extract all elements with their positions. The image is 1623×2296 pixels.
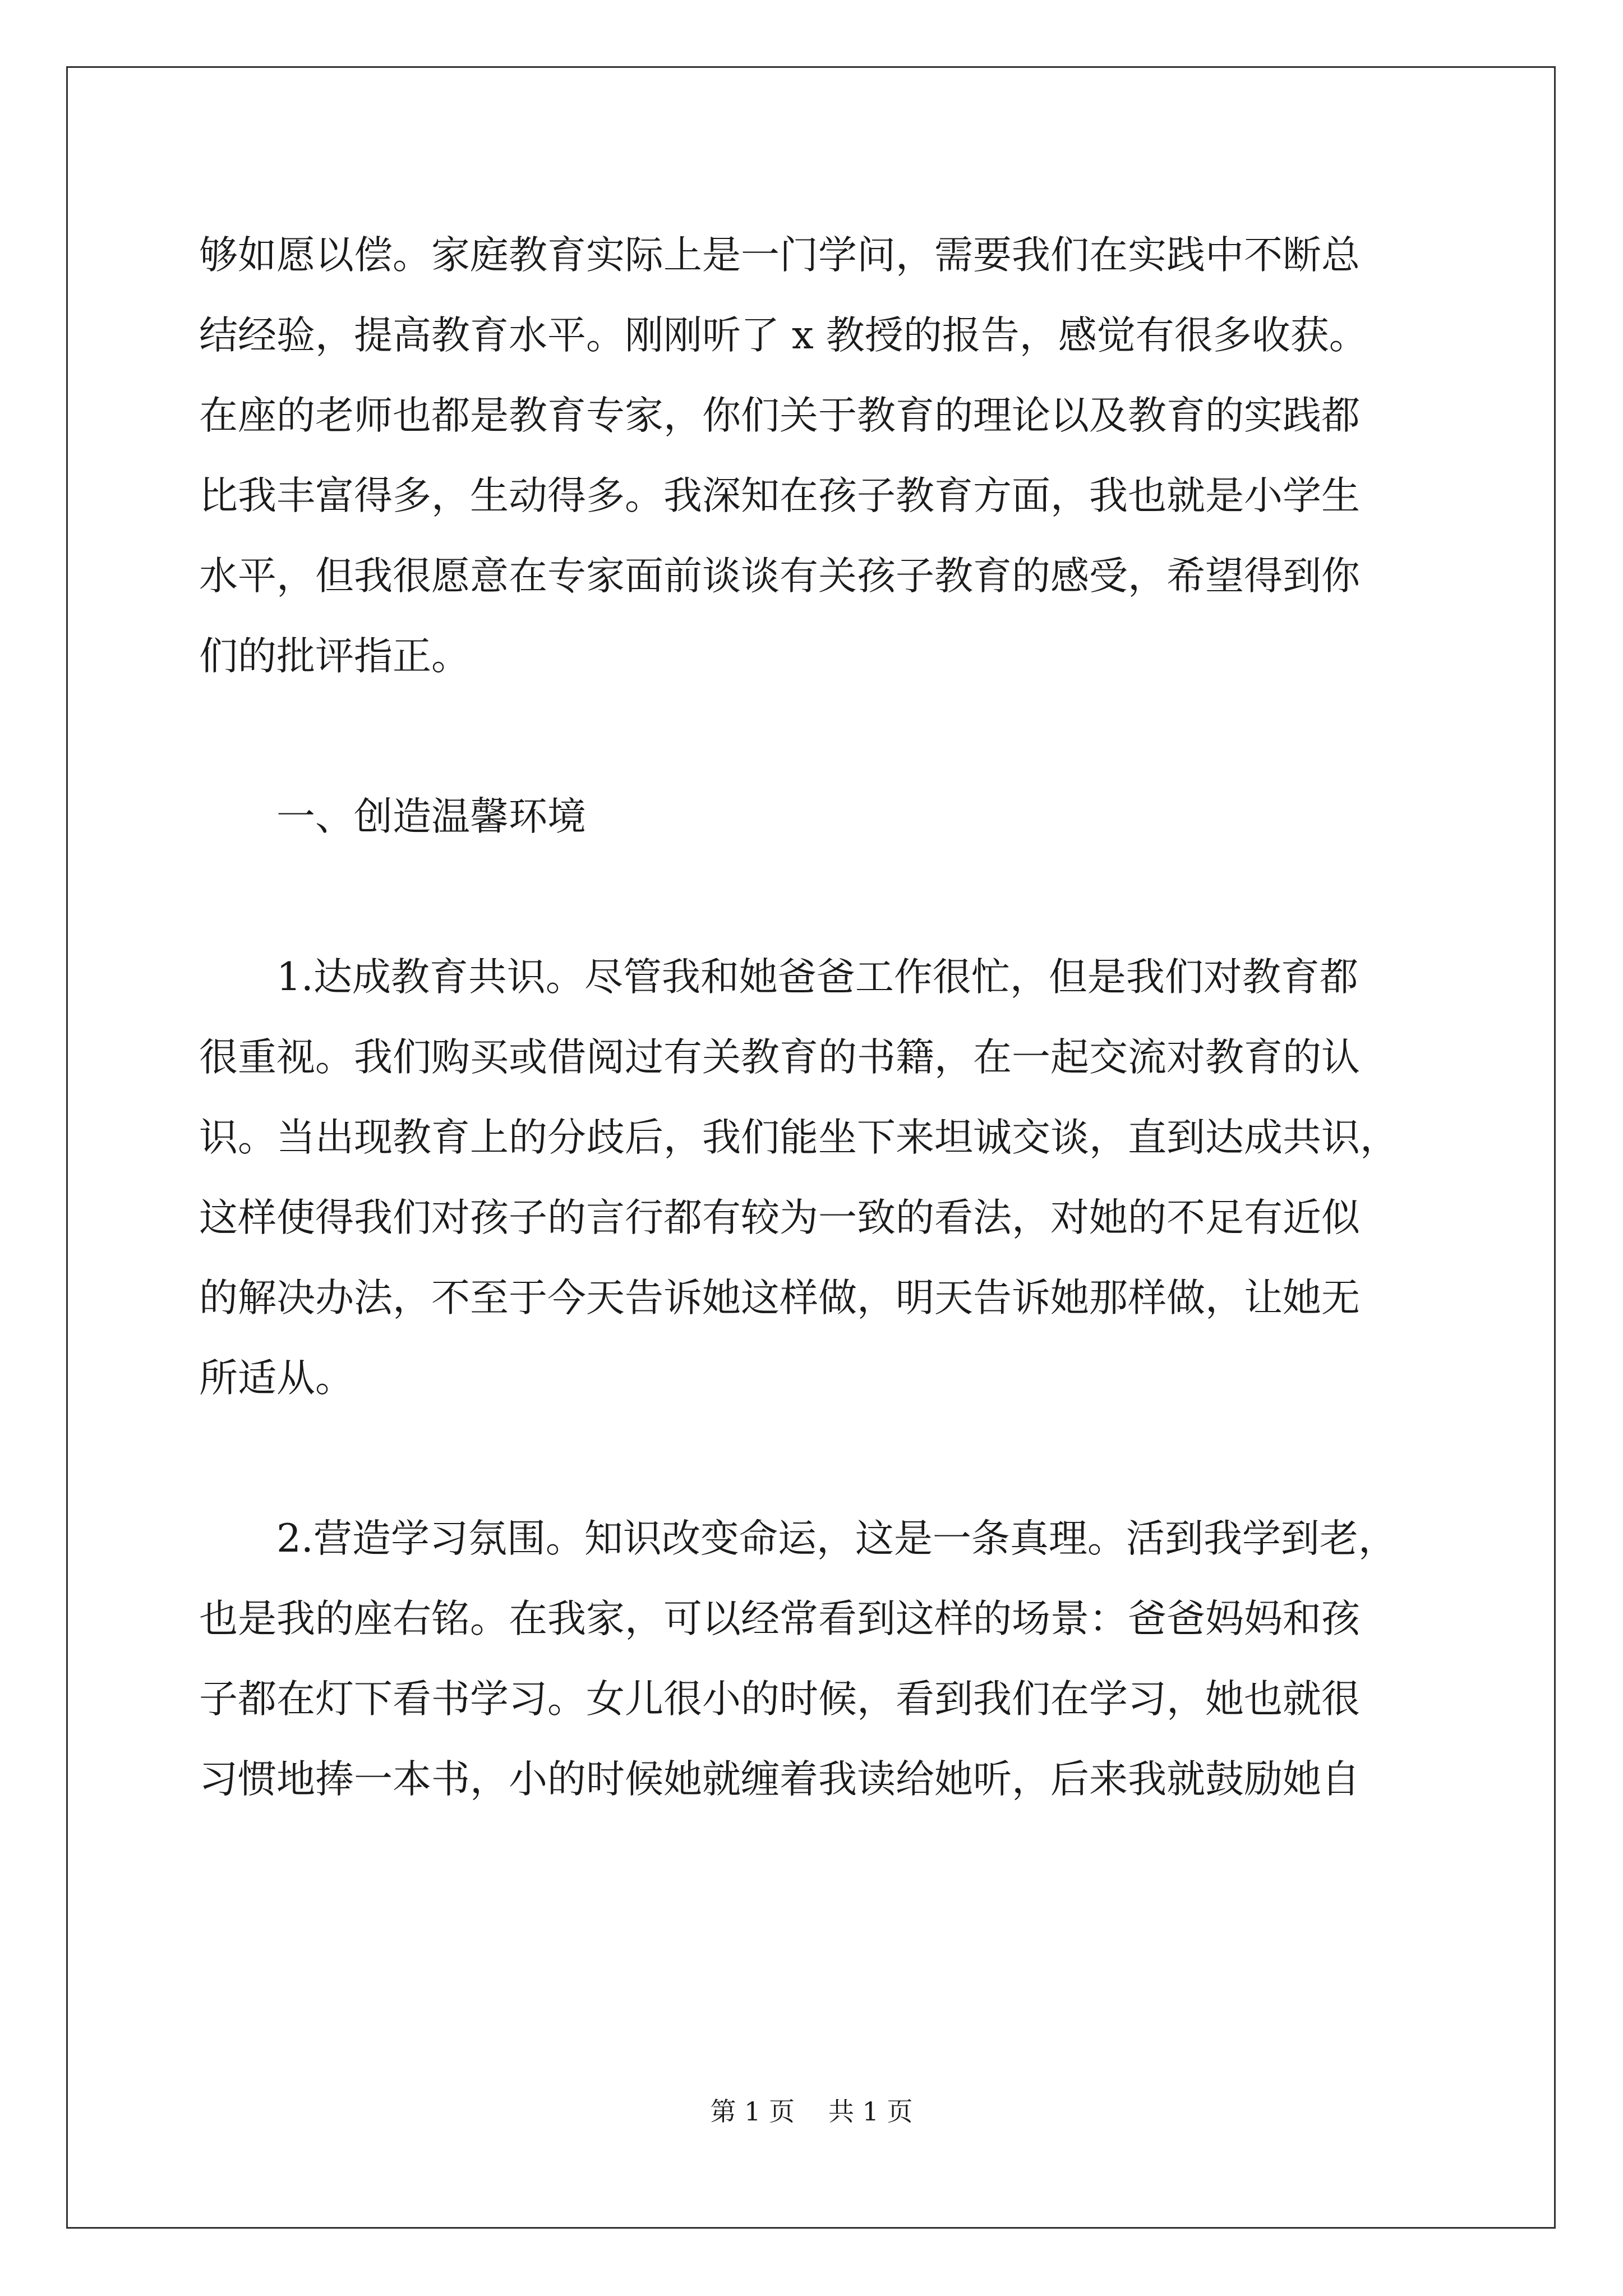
paragraph-gap [199, 697, 1427, 777]
text-line: 比我丰富得多，生动得多。我深知在孩子教育方面，我也就是小学生 [199, 473, 1360, 518]
text-line: 够如愿以偿。家庭教育实际上是一门学问，需要我们在实践中不断总 [199, 233, 1360, 278]
text-line: 习惯地捧一本书，小的时候她就缠着我读给她听，后来我就鼓励她自 [199, 1757, 1360, 1802]
page-total: 共 1 页 [828, 2096, 913, 2127]
paragraph-gap [199, 1419, 1427, 1499]
text-line: 结经验，提高教育水平。刚刚听了 x 教授的报告，感觉有很多收获。 [199, 313, 1368, 358]
text-line: 1.达成教育共识。尽管我和她爸爸工作很忙，但是我们对教育都 [199, 955, 1358, 1000]
paragraph-gap [199, 857, 1427, 937]
text-line: 的解决办法，不至于今天告诉她这样做，明天告诉她那样做，让她无 [199, 1276, 1360, 1320]
section-heading: 一、创造温馨环境 [199, 794, 586, 839]
document-body [199, 215, 1427, 1820]
text-line: 2.营造学习氛围。知识改变命运，这是一条真理。活到我学到老， [199, 1516, 1397, 1561]
text-line: 很重视。我们购买或借阅过有关教育的书籍，在一起交流对教育的认 [199, 1035, 1360, 1080]
text-line: 识。当出现教育上的分歧后，我们能坐下来坦诚交谈，直到达成共识， [199, 1115, 1399, 1160]
page-number: 第 1 页 [710, 2096, 795, 2127]
text-line: 子都在灯下看书学习。女儿很小的时候，看到我们在学习，她也就很 [199, 1677, 1360, 1722]
text-line: 在座的老师也都是教育专家，你们关于教育的理论以及教育的实践都 [199, 393, 1360, 438]
text-line: 也是我的座右铭。在我家，可以经常看到这样的场景：爸爸妈妈和孩 [199, 1596, 1360, 1641]
text-line: 水平，但我很愿意在专家面前谈谈有关孩子教育的感受，希望得到你 [199, 554, 1360, 599]
page-footer [0, 2095, 1623, 2128]
text-line: 所适从。 [199, 1356, 354, 1401]
text-line: 这样使得我们对孩子的言行都有较为一致的看法，对她的不足有近似 [199, 1195, 1360, 1240]
text-line: 们的批评指正。 [199, 634, 470, 679]
